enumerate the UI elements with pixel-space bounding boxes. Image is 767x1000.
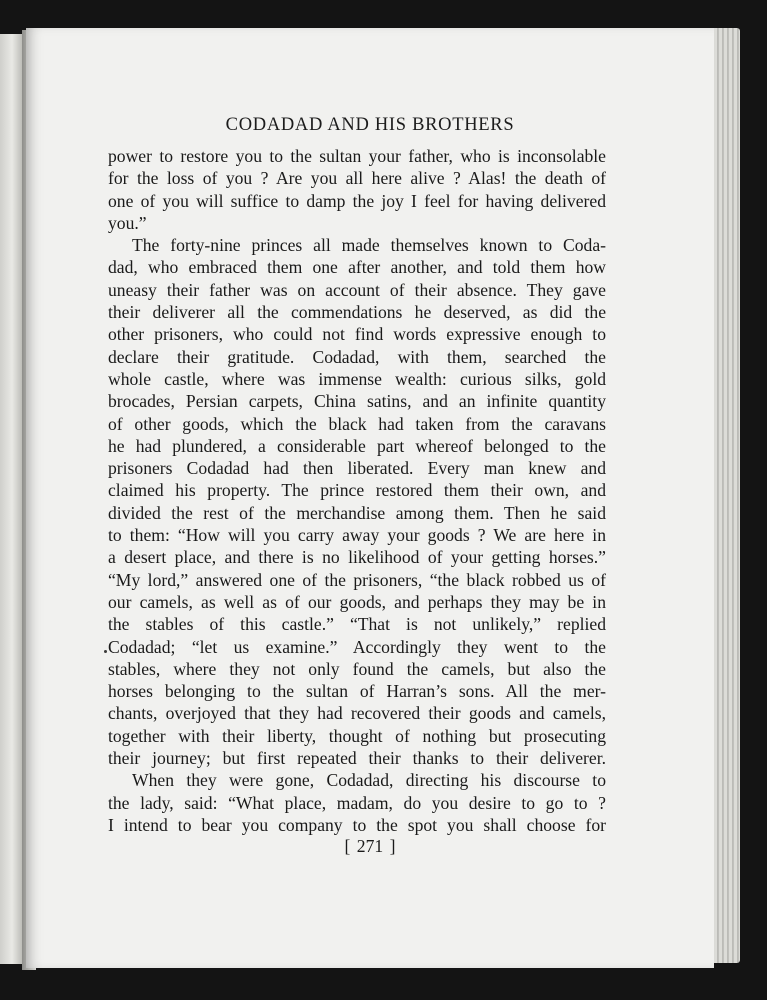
text-line: dad, who embraced them one after another, and told them how — [108, 257, 606, 278]
text-line: uneasy their father was on account of their absence. They gave — [108, 279, 606, 300]
text-line: he had plundered, a considerable part whereof belonged to the — [108, 435, 606, 456]
text-line: chants, overjoyed that they had recovered their goods and camels, — [108, 703, 606, 724]
text-line: of other goods, which the black had taken from the caravans — [108, 413, 606, 434]
stray-ink-mark — [104, 650, 107, 653]
text-line: to them: “How will you carry away your goods ? We are here in — [108, 525, 606, 546]
body-text — [108, 145, 606, 836]
page-number: [ 271 ] — [344, 836, 396, 856]
text-line: one of you will suffice to damp the joy I feel for having delivered — [108, 190, 606, 211]
text-line: a desert place, and there is no likelihood of your getting horses.” — [108, 547, 606, 568]
text-line: claimed his property. The prince restored them their own, and — [108, 480, 606, 501]
text-line: divided the rest of the merchandise among them. Then he said — [108, 502, 606, 523]
text-line: their journey; but first repeated their thanks to their deliverer. — [108, 748, 606, 769]
text-line: prisoners Codadad had then liberated. Every man knew and — [108, 458, 606, 479]
text-line: their deliverer all the commendations he deserved, as did the — [108, 302, 606, 323]
text-line: I intend to bear you company to the spot you shall choose for — [108, 814, 606, 835]
text-line: When they were gone, Codadad, directing his discourse to — [132, 770, 606, 791]
text-line: stables, where they not only found the camels, but also the — [108, 658, 606, 679]
book-page — [26, 28, 714, 968]
text-line: other prisoners, who could not find words expressive enough to — [108, 324, 606, 345]
text-line: horses belonging to the sultan of Harran’s sons. All the mer- — [108, 681, 606, 702]
text-line: brocades, Persian carpets, China satins, and an infinite quantity — [108, 391, 606, 412]
facing-page-edge — [0, 34, 23, 964]
text-line: for the loss of you ? Are you all here alive ? Alas! the death of — [108, 168, 606, 189]
text-line: The forty-nine princes all made themselves known to Coda- — [132, 235, 606, 256]
text-line: the lady, said: “What place, madam, do you desire to go to ? — [108, 792, 606, 813]
text-line: Codadad; “let us examine.” Accordingly they went to the — [108, 636, 606, 657]
text-line: you.” — [108, 212, 147, 233]
text-line: whole castle, where was immense wealth: curious silks, gold — [108, 368, 606, 389]
text-line: “My lord,” answered one of the prisoners, “the black robbed us of — [108, 569, 606, 590]
text-line: declare their gratitude. Codadad, with them, searched the — [108, 346, 606, 367]
text-line: together with their liberty, thought of nothing but prosecuting — [108, 725, 606, 746]
running-head: CODADAD AND HIS BROTHERS — [225, 115, 515, 135]
text-line: power to restore you to the sultan your father, who is inconsolable — [108, 146, 606, 166]
text-line: our camels, as well as of our goods, and perhaps they may be in — [108, 591, 606, 612]
text-line: the stables of this castle.” “That is not unlikely,” replied — [108, 614, 606, 635]
